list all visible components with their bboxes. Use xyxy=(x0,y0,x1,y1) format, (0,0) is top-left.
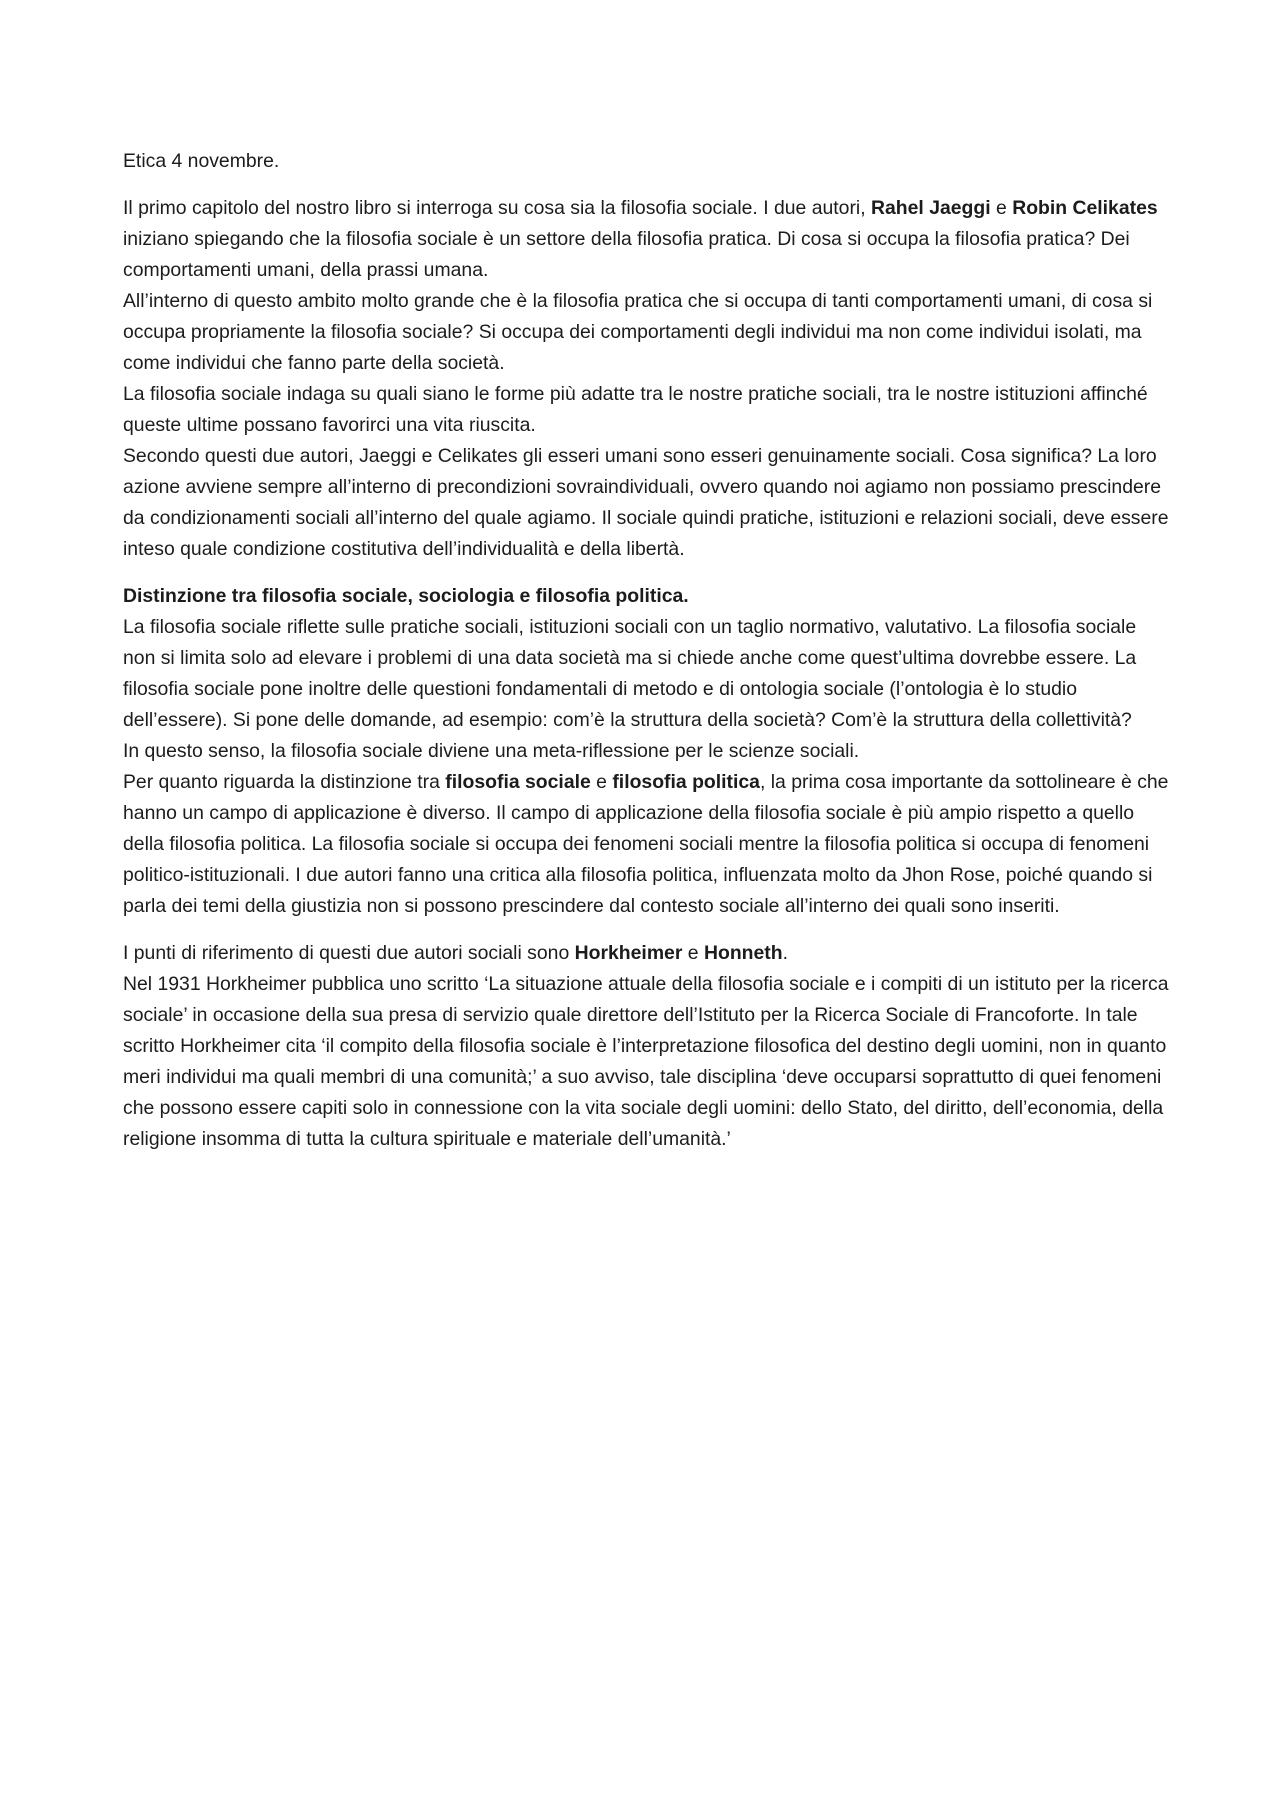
term-political-philosophy: filosofia politica xyxy=(612,771,760,793)
term-social-philosophy: filosofia sociale xyxy=(445,771,591,793)
text-run: Il primo capitolo del nostro libro si interroga su cosa sia la filosofia sociale. I due autori, xyxy=(123,197,871,219)
text-run: e xyxy=(682,942,704,964)
text-run: e xyxy=(990,197,1013,219)
paragraph-horkheimer-1931: Nel 1931 Horkheimer pubblica uno scritto ‘La situazione attuale della filosofia sociale e i compiti di un istituto per la ricerca sociale’ in occasione della sua presa di servizio quale direttore dell’Istituto per la Ricerca Sociale di Francoforte. In tale scritto Horkheimer cita ‘il compito della filosofia sociale è l’interpretazione filosofica del destino degli uomini, non in quanto meri individui ma quali membri di una comunità;’ a suo avviso, tale disciplina ‘deve occuparsi soprattutto di quei fenomeni che possono essere capiti solo in connessione con la vita sociale degli uomini: dello Stato, del diritto, dell’economia, della religione insomma di tutta la cultura spirituale e materiale dell’umanità.’ xyxy=(123,973,1169,1150)
section-introduction xyxy=(123,193,1173,565)
paragraph-meta-reflection: In questo senso, la filosofia sociale diviene una meta-riflessione per le scienze sociali. xyxy=(123,740,860,762)
section-distinction xyxy=(123,581,1173,922)
text-run: Per quanto riguarda la distinzione tra xyxy=(123,771,446,793)
text-run: I punti di riferimento di questi due autori sociali sono xyxy=(123,942,575,964)
document-page xyxy=(123,146,1173,1155)
section-heading-text: Distinzione tra filosofia sociale, sociologia e filosofia politica. xyxy=(123,585,689,607)
paragraph-intro-authors xyxy=(123,193,1173,286)
text-run: , la prima cosa importante da sottolineare è che hanno un campo di applicazione è diverso. Il campo di applicazione della filosofia sociale è più ampio rispetto a quello della filosofia politica. La filosofia sociale si occupa dei fenomeni sociali mentre la filosofia politica si occupa di fenomeni politico-istituzionali. I due autori fanno una critica alla filosofia politica, influenzata molto da Jhon Rose, poiché quando si parla dei temi della giustizia non si possono prescindere dal contesto sociale all’interno dei quali sono inseriti. xyxy=(123,771,1169,917)
paragraph-social-beings: Secondo questi due autori, Jaeggi e Celikates gli esseri umani sono esseri genuinamente sociali. Cosa significa? La loro azione avviene sempre all’interno di precondizioni sovraindividuali, ovvero quando noi agiamo non possiamo prescindere da condizionamenti sociali all’interno del quale agiamo. Il sociale quindi pratiche, istituzioni e relazioni sociali, deve essere inteso quale condizione costitutiva dell’individualità e della libertà. xyxy=(123,445,1169,560)
text-run: iniziano spiegando che la filosofia sociale è un settore della filosofia pratica. Di cosa si occupa la filosofia pratica? Dei comportamenti umani, della prassi umana. xyxy=(123,228,1130,281)
document-title: Etica 4 novembre. xyxy=(123,150,280,172)
paragraph-reference-points xyxy=(123,938,1173,969)
paragraph-practical-philosophy: All’interno di questo ambito molto grande che è la filosofia pratica che si occupa di tanti comportamenti umani, di cosa si occupa propriamente la filosofia sociale? Si occupa dei comportamenti degli individui ma non come individui isolati, ma come individui che fanno parte della società. xyxy=(123,290,1153,374)
section-references xyxy=(123,938,1173,1155)
text-run: . xyxy=(782,942,788,964)
author-name-horkheimer: Horkheimer xyxy=(574,942,683,964)
author-name-celikates: Robin Celikates xyxy=(1012,197,1158,219)
paragraph-social-forms: La filosofia sociale indaga su quali siano le forme più adatte tra le nostre pratiche sociali, tra le nostre istituzioni affinché queste ultime possano favorirci una vita riuscita. xyxy=(123,383,1148,436)
paragraph-social-vs-political xyxy=(123,767,1173,922)
paragraph-normative-approach: La filosofia sociale riflette sulle pratiche sociali, istituzioni sociali con un taglio normativo, valutativo. La filosofia sociale non si limita solo ad elevare i problemi di una data società ma si chiede anche come quest’ultima dovrebbe essere. La filosofia sociale pone inoltre delle questioni fondamentali di metodo e di ontologia sociale (l’ontologia è lo studio dell’essere). Si pone delle domande, ad esempio: com’è la struttura della società? Com’è la struttura della collettività? xyxy=(123,616,1137,731)
author-name-honneth: Honneth xyxy=(703,942,783,964)
author-name-jaeggi: Rahel Jaeggi xyxy=(871,197,991,219)
text-run: e xyxy=(590,771,613,793)
section-heading xyxy=(123,581,1173,612)
